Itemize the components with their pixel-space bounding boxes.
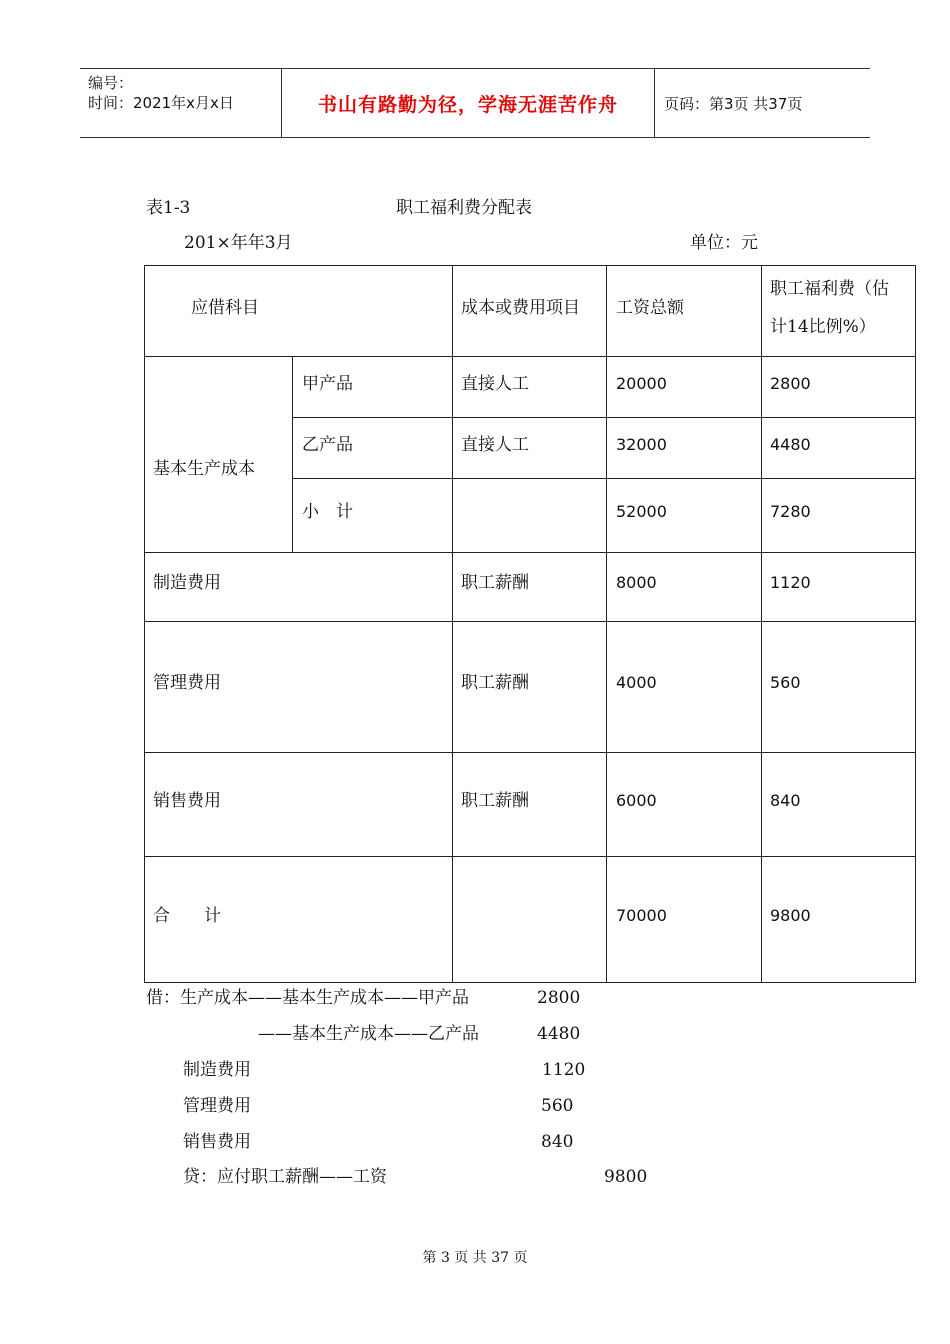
welfare-allocation-table — [144, 265, 916, 983]
journal-amount: 560 — [541, 1096, 574, 1116]
row-item: 直接人工 — [461, 374, 529, 394]
row-wage: 32000 — [616, 435, 667, 454]
table-rule — [292, 356, 293, 553]
table-rule — [761, 265, 762, 983]
row-welfare: 1120 — [770, 573, 811, 592]
table-title: 职工福利费分配表 — [396, 198, 532, 218]
table-date: 201×年年3月 — [184, 233, 293, 253]
row-sub: 小 计 — [302, 502, 353, 522]
table-rule — [452, 265, 453, 983]
row-item: 职工薪酬 — [461, 573, 529, 593]
journal-amount: 9800 — [604, 1167, 648, 1187]
header-welfare-line2: 计14比例%） — [770, 317, 876, 337]
page-footer: 第 3 页 共 37 页 — [422, 1250, 528, 1266]
row-account: 销售费用 — [153, 791, 221, 811]
time-label: 时间：2021年x月x日 — [88, 94, 234, 112]
row-account: 合 计 — [153, 906, 221, 926]
row-wage: 20000 — [616, 374, 667, 393]
journal-amount: 2800 — [537, 988, 581, 1008]
table-rule — [144, 856, 916, 857]
table-rule — [144, 621, 916, 622]
row-wage: 52000 — [616, 502, 667, 521]
table-rule — [915, 265, 916, 983]
table-rule — [292, 417, 916, 418]
journal-text: 制造费用 — [183, 1060, 251, 1080]
row-sub: 甲产品 — [302, 374, 353, 394]
header-item: 成本或费用项目 — [461, 298, 580, 318]
row-welfare: 840 — [770, 791, 801, 810]
table-rule — [144, 356, 916, 357]
journal-text: 贷：应付职工薪酬——工资 — [183, 1167, 387, 1187]
table-rule — [144, 982, 916, 983]
group-label: 基本生产成本 — [153, 459, 255, 479]
row-welfare: 2800 — [770, 374, 811, 393]
row-welfare: 4480 — [770, 435, 811, 454]
row-item: 职工薪酬 — [461, 673, 529, 693]
header-meta — [88, 73, 234, 113]
journal-text: ——基本生产成本——乙产品 — [258, 1024, 479, 1044]
journal-text: 借：生产成本——基本生产成本——甲产品 — [146, 988, 469, 1008]
journal-text: 管理费用 — [183, 1096, 251, 1116]
table-rule — [606, 265, 607, 983]
row-welfare: 7280 — [770, 502, 811, 521]
row-wage: 8000 — [616, 573, 657, 592]
code-label: 编号： — [88, 74, 134, 92]
row-item: 职工薪酬 — [461, 791, 529, 811]
row-wage: 6000 — [616, 791, 657, 810]
motto: 书山有路勤为径，学海无涯苦作舟 — [317, 93, 618, 116]
row-wage: 4000 — [616, 673, 657, 692]
header-wage-total: 工资总额 — [616, 298, 684, 318]
journal-text: 销售费用 — [183, 1132, 251, 1152]
table-rule — [144, 752, 916, 753]
table-rule — [144, 265, 916, 266]
header-account: 应借科目 — [191, 298, 259, 318]
header-welfare-line1: 职工福利费（估 — [770, 279, 889, 299]
row-account: 管理费用 — [153, 673, 221, 693]
journal-amount: 1120 — [542, 1060, 586, 1080]
journal-amount: 4480 — [537, 1024, 581, 1044]
row-welfare: 9800 — [770, 906, 811, 925]
page-header — [80, 68, 870, 138]
table-number: 表1-3 — [146, 198, 191, 218]
row-item: 直接人工 — [461, 435, 529, 455]
row-sub: 乙产品 — [302, 435, 353, 455]
row-account: 制造费用 — [153, 573, 221, 593]
page-info: 页码：第3页 共37页 — [664, 94, 803, 113]
header-divider — [654, 69, 655, 137]
table-unit: 单位：元 — [690, 233, 758, 253]
table-rule — [144, 265, 145, 983]
journal-amount: 840 — [541, 1132, 574, 1152]
row-welfare: 560 — [770, 673, 801, 692]
table-rule — [144, 552, 916, 553]
table-rule — [292, 478, 916, 479]
row-wage: 70000 — [616, 906, 667, 925]
